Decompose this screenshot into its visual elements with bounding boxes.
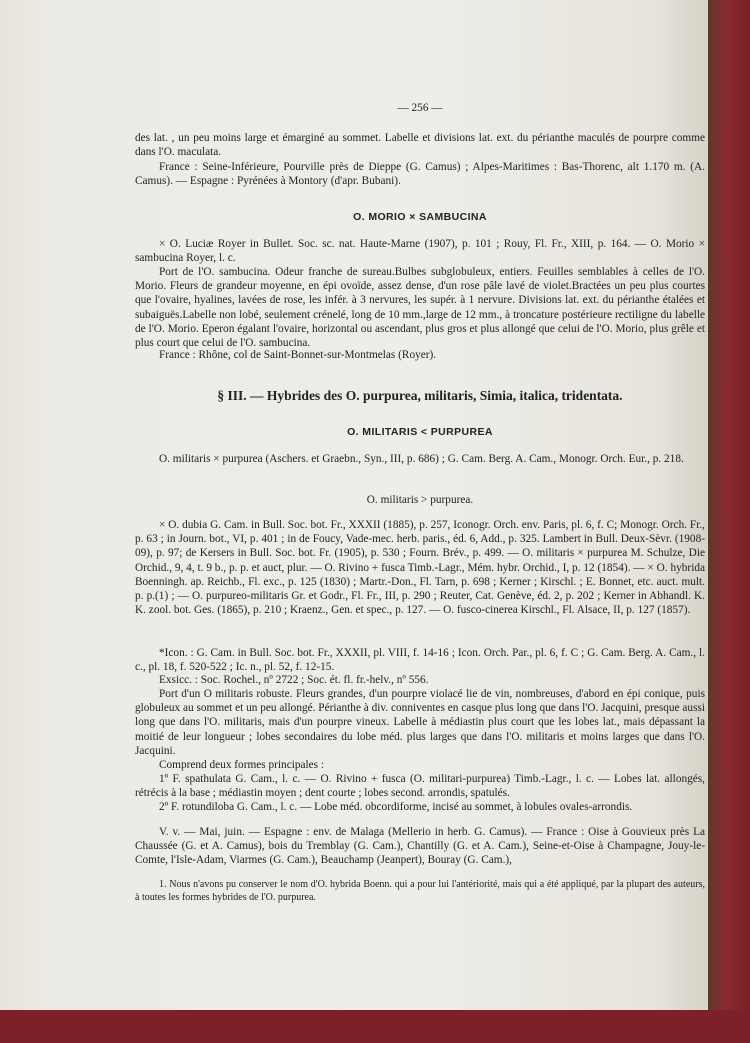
paragraph: des lat. , un peu moins large et émarginé au sommet. Labelle et divisions lat. ext. du périanthe maculés de pourpre comme dans l'O. maculata. (135, 132, 705, 159)
paragraph: V. v. — Mai, juin. — Espagne : env. de Malaga (Mellerio in herb. G. Camus). — France : Oise à Gouvieux près La Chaussée (G. et A. Camus), bois du Tremblay (G. Cam.), Chantilly (G. et A. Cam.), Seine-et-Oise à Champagne, Jouy-le-Comte, l'Isle-Adam, Viarmes (G. Cam.), Beauchamp (Jeanpert), Bouray (G. Cam.), (135, 826, 705, 867)
section-heading: O. MORIO × SAMBUCINA (353, 211, 487, 223)
footnote: 1. Nous n'avons pu conserver le nom d'O. hybrida Boenn. qui a pour lui l'antériorité, mais qui a été appliqué, par la plupart des auteurs, à toutes les formes hybrides de l'O. purpurea. (135, 879, 705, 903)
section-heading: O. MILITARIS < PURPUREA (347, 426, 493, 438)
paragraph: 2º F. rotundiloba G. Cam., l. c. — Lobe méd. obcordiforme, incisé au sommet, à lobules ovales-arrondis. (159, 801, 633, 813)
paragraph: France : Seine-Inférieure, Pourville près de Dieppe (G. Camus) ; Alpes-Maritimes : Bas-Thorenc, alt 1.170 m. (A. Camus). — Espagne : Pyrénées à Montory (d'apr. Bubani). (135, 161, 705, 188)
paragraph: *Icon. : G. Cam. in Bull. Soc. bot. Fr., XXXII, pl. VIII, f. 14-16 ; Icon. Orch. Par., pl. 6, f. C ; G. Cam. Berg. A. Cam., l. c., pl. 18, f. 520-522 ; Ic. n., pl. 52, f. 12-15. (135, 647, 705, 674)
paragraph: × O. Luciæ Royer in Bullet. Soc. sc. nat. Haute-Marne (1907), p. 101 ; Rouy, Fl. Fr., XIII, p. 164. — O. Morio × sambucina Royer, l. c. (135, 238, 705, 265)
book-spine (708, 0, 750, 1043)
paragraph: Comprend deux formes principales : (159, 759, 325, 771)
paragraph: Port d'un O militaris robuste. Fleurs grandes, d'un pourpre violacé lie de vin, nombreuses, d'abord en épi conique, puis globuleux au sommet et un peu allongé. Périanthe à div. conniventes en casque plus long que dans l'O. Jacquini, presque aussi long que dans l'O. militaris, mais d'un pourpre vineux. Labelle à médiastin plus court que les lobes lat., mais dépassant la moitié de leur longueur ; lobes secondaires du lobe méd. plus larges que dans l'O. militaris et moins larges que dans l'O. Jacquini. (135, 688, 705, 757)
paragraph: × O. dubia G. Cam. in Bull. Soc. bot. Fr., XXXII (1885), p. 257, Iconogr. Orch. env. Paris, pl. 6, f. C; Monogr. Orch. Fr., p. 63 ; in Journ. bot., VI, p. 401 ; in de Foucy, Vade-mec. herb. paris., éd. 6, Add., p. 325. Lambert in Bull. Deux-Sèvr. (1908-09), p. 97; de Kersers in Bull. Soc. bot. Fr. (1905), p. 530 ; Fourn. Brév., p. 499. — O. militaris × purpurea M. Schulze, Die Orchid., 9, 4, t. 9 b., p. p. et auct, plur. — O. Rivino + fusca Timb.-Lagr., Mém. hybr. Orchid., I, p. 12 (1854). — × O. hybrida Boenningh. ap. Reichb., Fl. exc., p. 125 (1830) ; Martr.-Don., Fl. Tarn, p. 698 ; Kerner ; Kirschl. ; E. Bonnet, etc. auct. mult. p. p.(1) ; — O. purpureo-militaris Gr. et Godr., Fl. Fr., III, p. 290 ; Reuter, Cat. Genève, éd. 2, p. 202 ; Kerner in Abhandl. K. K. zool. bot. Ges. (1865), p. 210 ; Kraenz., Gen. et spec., p. 127. — O. fusco-cinerea Kirschl., Fl. Alsace, II, p. 127 (1857). (135, 519, 705, 617)
book-cover-edge (0, 1010, 750, 1043)
paragraph: O. militaris × purpurea (Aschers. et Graebn., Syn., III, p. 686) ; G. Cam. Berg. A. Cam., Monogr. Orch. Eur., p. 218. (159, 453, 684, 465)
paragraph: Exsicc. : Soc. Rochel., nº 2722 ; Soc. ét. fl. fr.-helv., nº 556. (159, 674, 429, 686)
paragraph: France : Rhône, col de Saint-Bonnet-sur-Montmelas (Royer). (159, 349, 437, 361)
paragraph: 1º F. spathulata G. Cam., l. c. — O. Rivino + fusca (O. militari-purpurea) Timb.-Lagr., l. c. — Lobes lat. allongés, rétrécis à la base ; médiastin moyen ; dent courte ; lobes second. arrondis, spatulés. (135, 773, 705, 800)
page-number: — 256 — (397, 102, 443, 114)
chapter-heading: § III. — Hybrides des O. purpurea, militaris, Simia, italica, tridentata. (217, 388, 623, 403)
subsection-heading: O. militaris > purpurea. (366, 494, 474, 506)
paragraph: Port de l'O. sambucina. Odeur franche de sureau.Bulbes subglobuleux, entiers. Feuilles semblables à celles de l'O. Morio. Fleurs de grandeur moyenne, en épi ovoïde, assez dense, d'un rose pâle lavé de violet.Bractées un peu plus courtes que l'ovaire, hyalines, lavées de rose, les infér. à 3 nervures, les supér. à 1 nervure. Divisions lat. ext. du périanthe étalées et subaiguës.Labelle non lobé, seulement crénelé, long de 10 mm.,large de 12 mm., à troncature postérieure rectiligne du labelle de l'O. Morio. Eperon égalant l'ovaire, horizontal ou ascendant, plus gros et plus allongé que celui de l'O. Morio, plus grêle et plus court que celui de l'O. sambucina. (135, 266, 705, 350)
